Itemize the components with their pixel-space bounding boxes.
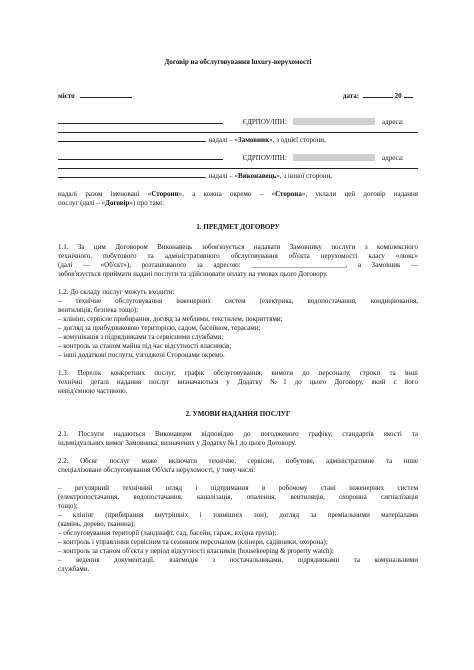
paragraph-2-2-line: спеціалізоване обслуговування Об'єкта нерухомості, у тому числі:: [58, 466, 256, 474]
paragraph-1-1-line: 1.1. За цим Договором Виконавець зобов'язується надавати Замовнику послуги з комплексного: [58, 243, 418, 251]
list-item: – контроль за станом об'єкта у період відсутності власників (housekeeping & property watch);: [58, 547, 334, 555]
list-item: – технічне обслуговування інженерних систем (електрика, водопостачання, кондиціювання,: [58, 297, 418, 305]
paragraph-1-1-line: технічного, побутового та адміністративного обслуговування об'єкта нерухомості класу «люкс»: [58, 252, 418, 260]
contractor-address-field-2[interactable]: [58, 170, 205, 178]
city-field[interactable]: [80, 90, 132, 98]
document-title: Договір на обслуговування luxury-нерухомості: [164, 58, 312, 66]
date-label: дата:: [342, 92, 360, 100]
contractor-name-field[interactable]: [58, 152, 223, 160]
list-item: (електропостачання, водопостачання, каналізація, опалення, вентиляція, охоронна сигналізація: [58, 493, 418, 501]
section-2-title: 2. УМОВИ НАДАННЯ ПОСЛУГ: [185, 410, 291, 418]
list-item: (камінь, дерево, тканина);: [58, 520, 136, 528]
paragraph-2-1-line: 2.1. Послуги надаються Виконавцем відповідно до погодженого графіку, стандартів якості та: [58, 430, 418, 438]
list-item: – контроль і управління сервісним та сезонним персоналом (клінери, садівники, охорона);: [58, 538, 328, 546]
list-item: тощо);: [58, 502, 78, 510]
list-item: – ведення документації, взаємодія з постачальниками, підрядниками та комунальними: [58, 556, 418, 564]
customer-address-field[interactable]: [58, 125, 418, 133]
intro-line-2: послуг (далі – «Договір») про таке:: [58, 199, 165, 207]
contractor-role: Виконавець: [238, 172, 277, 180]
list-item: – клінінг (прибирання внутрішніх і зовнішніх зон), догляд за преміальними матеріалами: [58, 511, 418, 519]
intro-line-1: надалі разом іменовані «Сторони», а кожна окремо – «Сторона», уклали цей договір надання: [58, 190, 418, 198]
customer-address-label: адреса:: [382, 118, 404, 126]
list-item: – комунікація з підрядниками та сервісними службами;: [58, 333, 224, 341]
paragraph-1-3-line: невід'ємною частиною.: [58, 387, 128, 395]
list-item: службами.: [58, 565, 90, 573]
year-prefix: 20: [394, 92, 402, 100]
year-field[interactable]: [404, 90, 413, 98]
paragraph-1-3-line: технічні деталі надання послуг визначаються у Додатку №1 до цього Договору, який є його: [58, 378, 418, 386]
contractor-address-label: адреса:: [382, 154, 404, 162]
list-item: – контроль за станом майна під час відсутності власників;: [58, 342, 232, 350]
contractor-line-3: , надалі – «Виконавець», з іншої сторони,: [58, 170, 418, 181]
customer-edrpou-label: ЄДРПОУ/ІПН:: [242, 118, 287, 126]
list-item: – обслуговування території (ландшафт, сад, басейн, гараж, вхідна група);: [58, 529, 277, 537]
paragraph-1-3-line: 1.3. Перелік конкретних послуг, графік обслуговування, вимоги до персоналу, строки та інші: [58, 369, 418, 377]
contractor-address-field[interactable]: [58, 161, 418, 169]
paragraph-2-1-line: індивідуальних вимог Замовника, визначених у Додатку №1 до цього Договору.: [58, 439, 297, 447]
paragraph-2-2-line: 2.2. Обсяг послуг може включати технічне, сервісне, побутове, адміністративне та інше: [58, 457, 418, 465]
paragraph-1-1-line: (далі — «Об'єкт»), розташованого за адресою: ___________________________, а Замовник —: [58, 261, 418, 269]
customer-edrpou-field[interactable]: [293, 118, 375, 125]
list-item: – регулярний технічний огляд і підтримання в робочому стані інженерних систем: [58, 484, 418, 492]
contractor-edrpou-label: ЄДРПОУ/ІПН:: [242, 154, 287, 162]
city-label: місто: [58, 92, 75, 100]
date-field[interactable]: [363, 90, 393, 98]
list-item: – клінінг, сервісне прибирання, догляд за меблями, текстилем, покриттями;: [58, 315, 283, 323]
customer-name-field[interactable]: [58, 116, 223, 124]
list-item: – інші додаткові послуги, узгоджені Сторонами окремо.: [58, 351, 225, 359]
paragraph-1-2-heading: 1.2. До складу послуг можуть входити:: [58, 288, 175, 296]
customer-address-field-2[interactable]: [58, 134, 205, 142]
city-date-line: [58, 90, 418, 101]
section-1-title: 1. ПРЕДМЕТ ДОГОВОРУ: [196, 223, 280, 231]
list-item: вентиляція, безпека тощо);: [58, 306, 139, 314]
paragraph-1-1-line: зобов'язується приймати надані послуги та здійснювати оплату на умовах цього Договору.: [58, 270, 328, 278]
customer-line-3: , надалі – «Замовник», з однієї сторони,: [58, 134, 418, 145]
contractor-edrpou-field[interactable]: [293, 154, 375, 161]
customer-role: Замовник: [238, 136, 270, 144]
list-item: – догляд за прибудинковою територією, садом, басейном, терасами;: [58, 324, 261, 332]
